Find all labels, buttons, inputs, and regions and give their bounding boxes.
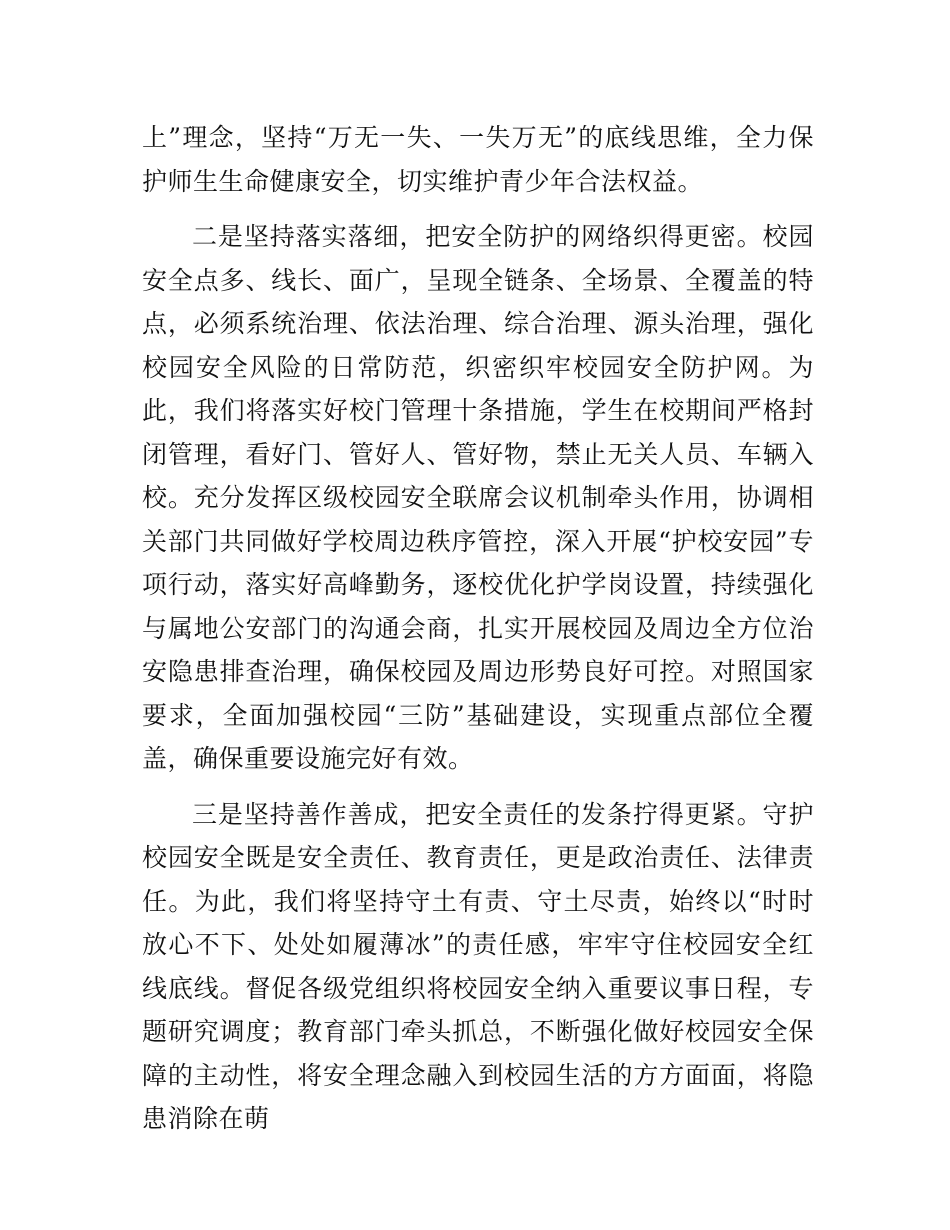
paragraph-continuation: 上”理念，坚持“万无一失、一失万无”的底线思维，全力保护师生生命健康安全，切实维护青少年合法权益。 — [142, 123, 814, 196]
paragraph-point-two: 二是坚持落实落细，把安全防护的网络织得更密。校园安全点多、线长、面广，呈现全链条、全场景、全覆盖的特点，必须系统治理、依法治理、综合治理、源头治理，强化校园安全风险的日常防范，织密织牢校园安全防护网。为此，我们将落实好校门管理十条措施，学生在校期间严格封闭管理，看好门、管好人、管好物，禁止无关人员、车辆入校。充分发挥区级校园安全联席会议机制牵头作用，协调相关部门共同做好学校周边秩序管控，深入开展“护校安园”专项行动，落实好高峰勤务，逐校优化护学岗设置，持续强化与属地公安部门的沟通会商，扎实开展校园及周边全方位治安隐患排查治理，确保校园及周边形势良好可控。对照国家要求，全面加强校园“三防”基础建设，实现重点部位全覆盖，确保重要设施完好有效。 — [142, 222, 814, 773]
paragraph-point-three: 三是坚持善作善成，把安全责任的发条拧得更紧。守护校园安全既是安全责任、教育责任，更是政治责任、法律责任。为此，我们将坚持守土有责、守土尽责，始终以“时时放心不下、处处如履薄冰”的责任感，牢牢守住校园安全红线底线。督促各级党组织将校园安全纳入重要议事日程，专题研究调度；教育部门牵头抓总，不断强化做好校园安全保障的主动性，将安全理念融入到校园生活的方方面面，将隐患消除在萌 — [142, 799, 814, 1133]
document-page — [142, 116, 814, 1141]
